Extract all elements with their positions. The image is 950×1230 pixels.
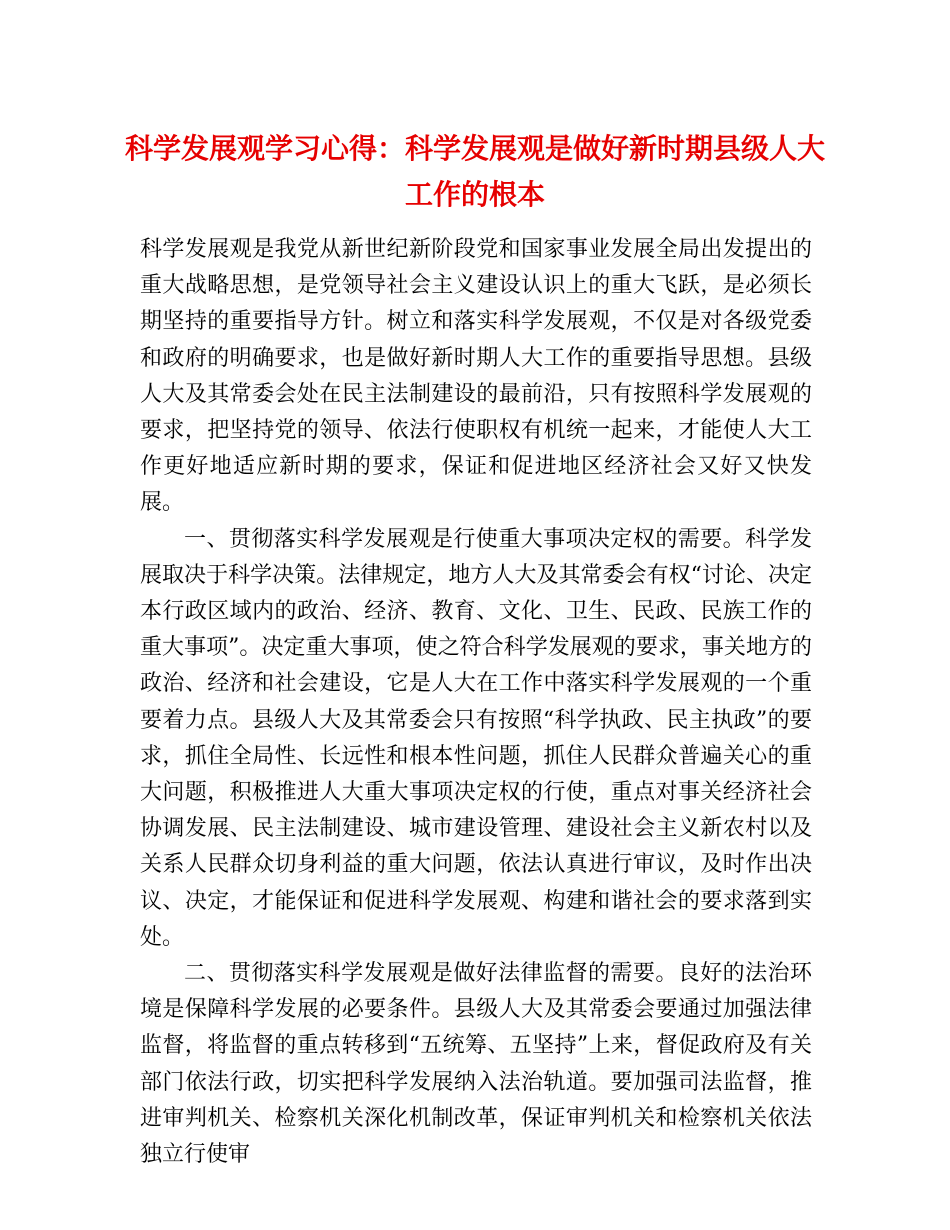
document-title: 科学发展观学习心得：科学发展观是做好新时期县级人大工作的根本 [124, 132, 825, 211]
paragraph-intro: 科学发展观是我党从新世纪新阶段党和国家事业发展全局出发提出的重大战略思想，是党领导社会主义建设认识上的重大飞跃，是必须长期坚持的重要指导方针。树立和落实科学发展观，不仅是对各级党委和政府的明确要求，也是做好新时期人大工作的重要指导思想。县级人大及其常委会处在民主法制建设的最前沿，只有按照科学发展观的要求，把坚持党的领导、依法行使职权有机统一起来，才能使人大工作更好地适应新时期的要求，保证和促进地区经济社会又好又快发展。 [140, 237, 812, 516]
paragraph-section-2: 二、贯彻落实科学发展观是做好法律监督的需要。良好的法治环境是保障科学发展的必要条件。县级人大及其常委会要通过加强法律监督，将监督的重点转移到“五统筹、五坚持”上来，督促政府及有关部门依法行政，切实把科学发展纳入法治轨道。要加强司法监督，推进审判机关、检察机关深化机制改革，保证审判机关和检察机关依法独立行使审 [140, 961, 812, 1168]
paragraph-section-1: 一、贯彻落实科学发展观是行使重大事项决定权的需要。科学发展取决于科学决策。法律规定，地方人大及其常委会有权“讨论、决定本行政区域内的政治、经济、教育、文化、卫生、民政、民族工作的重大事项”。决定重大事项，使之符合科学发展观的要求，事关地方的政治、经济和社会建设，它是人大在工作中落实科学发展观的一个重要着力点。县级人大及其常委会只有按照“科学执政、民主执政”的要求，抓住全局性、长远性和根本性问题，抓住人民群众普遍关心的重大问题，积极推进人大重大事项决定权的行使，重点对事关经济社会协调发展、民主法制建设、城市建设管理、建设社会主义新农村以及关系人民群众切身利益的重大问题，依法认真进行审议，及时作出决议、决定，才能保证和促进科学发展观、构建和谐社会的要求落到实处。 [140, 526, 812, 950]
document-body [140, 232, 812, 1173]
